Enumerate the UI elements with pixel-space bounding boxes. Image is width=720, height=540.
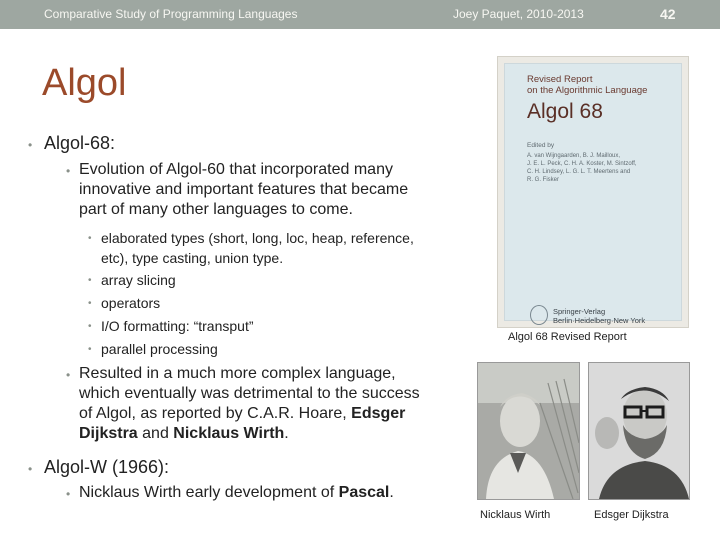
bullet-dot: • [66,368,71,382]
course-title: Comparative Study of Programming Languages [44,7,298,21]
bullet-text: innovative and important features that became [79,181,409,198]
book-editor-line: A. van Wijngaarden, B. J. Mailloux, [527,153,621,159]
bullet-text: of Algol, as reported by C.A.R. Hoare, [79,405,352,422]
book-title: Algol 68 [527,100,603,123]
bullet-text: which eventually was detrimental to the success [79,385,420,402]
bullet-text: Algol-W (1966): [44,457,170,477]
bullet-text: operators [101,295,161,311]
bullet-text: parallel processing [101,341,218,357]
slide-header [0,0,720,29]
photo-edsger-dijkstra [588,362,690,500]
photo-nicklaus-wirth [477,362,580,500]
bullet-text: elaborated types (short, long, loc, heap, reference, [101,230,414,246]
book-editor-line: R. G. Fisker [527,177,560,183]
springer-logo-icon [530,305,548,325]
bullet-text: Algol-68: [44,133,116,153]
bullet-text: Nicklaus Wirth early development of [79,484,339,501]
bullet-text: Resulted in a much more complex language, [79,365,396,382]
bullet-text: part of many other languages to come. [79,201,353,218]
book-editors [527,152,687,184]
caption-dijkstra: Edsger Dijkstra [594,509,669,521]
bullet-dot: • [66,164,71,178]
book-publisher [553,307,645,325]
portrait-wirth-image [478,363,579,499]
book-subtitle [527,74,647,96]
bullet-dot: • [28,138,33,152]
bullet-dot: • [88,233,92,244]
bullet-dot: • [88,321,92,332]
bullet-text: array slicing [101,272,176,288]
book-subtitle-line: Revised Report [527,74,593,85]
name-pascal: Pascal [338,484,390,501]
portrait-dijkstra-image [589,363,689,499]
bullet-text: . [389,484,394,501]
bullet-text: . [284,425,289,442]
book-editor-line: J. E. L. Peck, C. H. A. Koster, M. Sintzoff, [527,161,637,167]
name-dijkstra-surname: Dijkstra [79,425,138,442]
bullet-dot: • [88,298,92,309]
author-date: Joey Paquet, 2010-2013 [453,7,584,21]
bullet-dot: • [66,487,71,501]
book-publisher-line: Berlin·Heidelberg·New York [553,316,646,325]
caption-wirth: Nicklaus Wirth [480,509,551,521]
book-subtitle-line: on the Algorithmic Language [527,85,648,96]
bullet-dot: • [88,275,92,286]
book-publisher-line: Springer-Verlag [553,307,606,316]
page-number: 42 [660,6,676,22]
caption-book: Algol 68 Revised Report [508,331,627,343]
bullet-text: etc), type casting, union type. [101,250,284,266]
name-dijkstra: Edsger [351,405,406,422]
book-editor-line: C. H. Lindsey, L. G. L. T. Meertens and [527,169,631,175]
book-edited-by: Edited by [527,142,555,149]
bullet-dot: • [28,462,33,476]
bullet-dot: • [88,344,92,355]
algol68-book-cover [497,56,689,328]
slide-title: Algol [42,62,127,104]
book-cover-panel [504,63,682,325]
bullet-text: I/O formatting: “transput” [101,318,254,334]
bullet-text: Evolution of Algol-60 that incorporated many [79,161,393,178]
name-wirth: Nicklaus Wirth [173,425,285,442]
bullet-text: and [137,425,174,442]
